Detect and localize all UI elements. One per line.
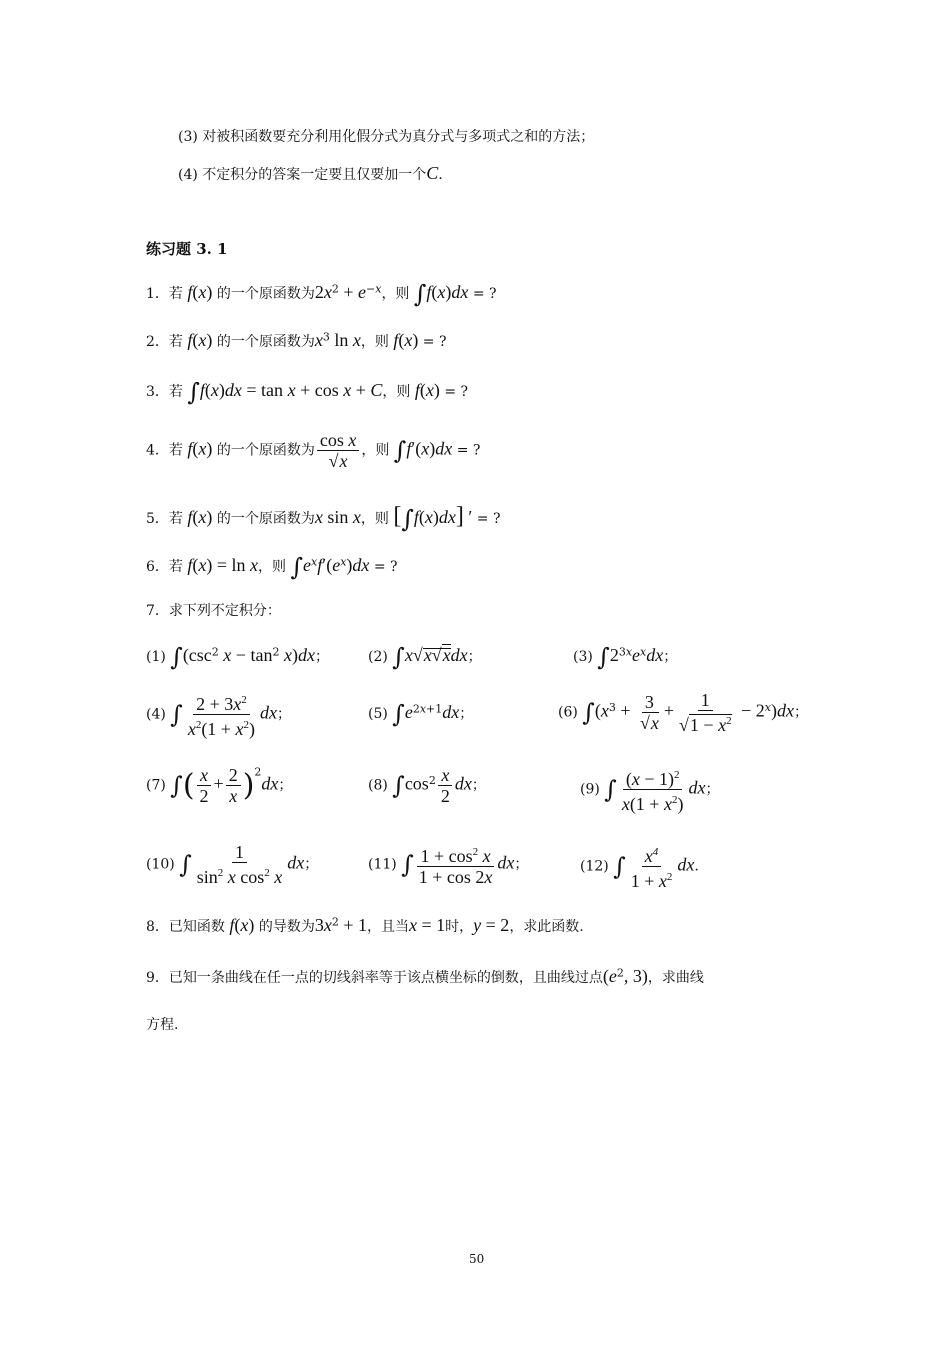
note-3: (3) 对被积函数要充分利用化假分式为真分式与多项式之和的方法；: [178, 129, 595, 145]
q7-item-9: (9) ∫ $\frac{(x - 1)^2}{x(1 + x^2)}$ dx；: [580, 765, 719, 814]
question-3: 3．若 ∫f(x)dx = tan x + cos x + C，则 f(x) = ?: [146, 378, 468, 406]
question-2: 2．若 f(x) 的一个原函数为$x^3$ ln x，则 f(x) = ?: [146, 330, 447, 350]
q7-item-3: (3) $\int 2^{3x}e^xdx$；: [573, 643, 678, 671]
question-4: 4．若 f(x) 的一个原函数为 $\frac{\text{cos x}}{√x}$ ，则 ∫f′(x)dx = ?: [146, 430, 481, 471]
q7-item-7: (7) ∫( $\frac{x}{2}$ + $\frac{2}{x}$ )$^2$dx；: [146, 765, 293, 806]
question-1: 1．若 f(x) 的一个原函数为$2x^2 + e^{-x}$，则 ∫f(x)dx = ?: [146, 280, 497, 308]
section-heading: 练习题 3. 1: [146, 240, 228, 258]
page-number: 50: [469, 1252, 485, 1266]
question-9-cont: 方程.: [146, 1017, 179, 1033]
question-6: 6．若 f(x) = ln x，则 $\int e^xf'(e^x)dx$ = ?: [146, 553, 398, 581]
question-9: 9．已知一条曲线在任一点的切线斜率等于该点横坐标的倒数，且曲线过点($e^2$, 3)，求曲线: [146, 966, 704, 986]
q7-item-4: (4) ∫ $\frac{2 + 3x^2}{x^2(1 + x^2)}$ dx；: [146, 690, 291, 739]
q7-item-11: (11) ∫ $\frac{1 + \cos^2 x}{1 + \cos 2x}$ dx；: [368, 842, 528, 887]
q7-item-8: (8) $\int\cos^2$ $\frac{x}{2}$ dx；: [368, 765, 486, 806]
question-5: 5．若 f(x) 的一个原函数为x sin x，则 [∫f(x)dx] ′ = ?: [146, 503, 501, 533]
note-4: (4) 不定积分的答案一定要且仅要加一个C.: [178, 163, 443, 183]
q7-item-10: (10) ∫ $\frac{1}{\sin^2 x \cos^2 x}$ dx；: [146, 842, 319, 887]
question-8: 8．已知函数 f(x) 的导数为$3x^2 + 1$，且当x = 1时，y = 2，求此函数.: [146, 915, 584, 935]
q7-item-6: (6) $\int(x^3$ + $\frac{3}{√x}$ + $\frac{1}{√1 - x^2}$ − $2^x)dx$；: [558, 690, 808, 735]
q7-item-12: (12) ∫ $\frac{x^4}{1 + x^2}$ dx.: [580, 842, 699, 891]
q7-item-2: (2) ∫x√x√xdx；: [368, 643, 482, 671]
q7-item-5: (5) $\int e^{2x+1}dx$；: [368, 700, 474, 728]
question-7: 7．求下列不定积分：: [146, 603, 281, 619]
q7-item-1: (1) $\int(\csc^2$ $x - \tan^2 x)dx$；: [146, 643, 329, 671]
